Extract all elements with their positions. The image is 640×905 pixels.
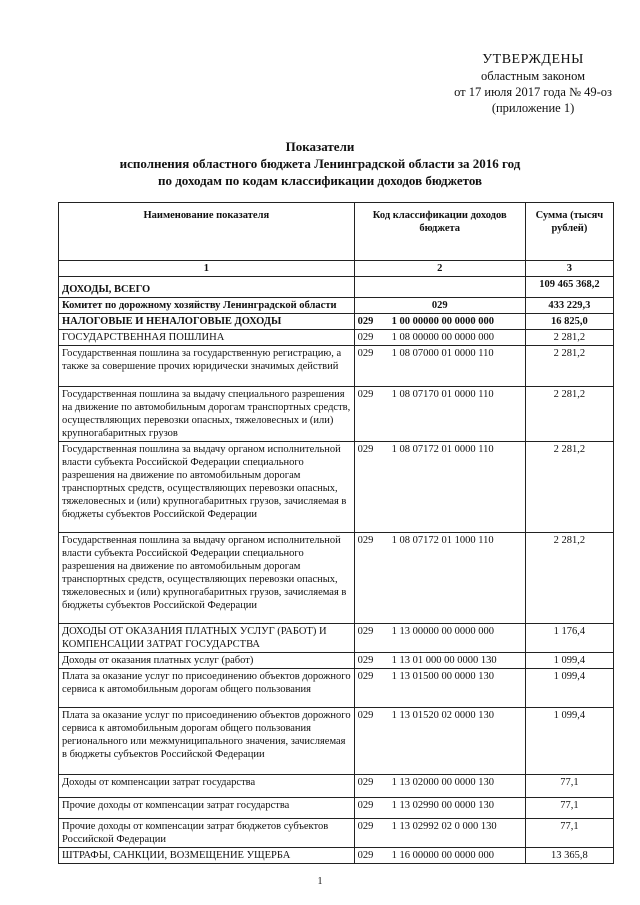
row-code (354, 848, 525, 864)
total-sum: 109 465 368,2 (525, 277, 613, 298)
row-sum: 2 281,2 (525, 387, 613, 442)
row-code (354, 387, 525, 442)
row-class-code: 1 13 02992 02 0 000 130 (391, 821, 497, 832)
row-code (354, 330, 525, 346)
row-class-code: 1 00 00000 00 0000 000 (391, 316, 495, 327)
row-name: Государственная пошлина за государственную регистрацию, а также за совершение прочих юридически значимых действий (59, 346, 355, 387)
row-sum: 13 365,8 (525, 848, 613, 864)
row-sum: 2 281,2 (525, 330, 613, 346)
table-row (59, 314, 614, 330)
row-class-code: 1 08 07170 01 0000 110 (391, 389, 494, 400)
committee-sum: 433 229,3 (525, 298, 613, 314)
row-class-code: 1 13 02000 00 0000 130 (391, 777, 495, 788)
column-number-row (59, 261, 614, 277)
table-row (59, 819, 614, 848)
page-number: 1 (317, 876, 323, 887)
approval-block (454, 52, 612, 116)
row-sum: 77,1 (525, 775, 613, 798)
title-line-2: исполнения областного бюджета Ленинградской области за 2016 год (119, 156, 521, 171)
total-row (59, 277, 614, 298)
row-name: НАЛОГОВЫЕ И НЕНАЛОГОВЫЕ ДОХОДЫ (59, 314, 355, 330)
row-class-code: 1 16 00000 00 0000 000 (391, 850, 495, 861)
row-code (354, 798, 525, 819)
table-row (59, 533, 614, 624)
row-code (354, 708, 525, 775)
row-sum: 1 099,4 (525, 708, 613, 775)
row-code (354, 314, 525, 330)
table-row (59, 387, 614, 442)
row-class-code: 1 13 01 000 00 0000 130 (391, 655, 497, 666)
committee-code: 029 (354, 298, 525, 314)
table-row (59, 775, 614, 798)
row-sum: 2 281,2 (525, 533, 613, 624)
row-admin-code: 029 (357, 389, 374, 400)
row-class-code: 1 08 07172 01 0000 110 (391, 444, 494, 455)
row-admin-code: 029 (357, 777, 374, 788)
row-admin-code: 029 (357, 671, 374, 682)
table-row (59, 330, 614, 346)
row-name: ДОХОДЫ ОТ ОКАЗАНИЯ ПЛАТНЫХ УСЛУГ (РАБОТ) И КОМПЕНСАЦИИ ЗАТРАТ ГОСУДАРСТВА (59, 624, 355, 653)
row-class-code: 1 13 00000 00 0000 000 (391, 626, 495, 637)
committee-row (59, 298, 614, 314)
row-admin-code: 029 (357, 535, 374, 546)
row-code (354, 442, 525, 533)
row-admin-code: 029 (357, 850, 374, 861)
header-sum: Сумма (тысяч рублей) (525, 203, 613, 261)
row-class-code: 1 08 00000 00 0000 000 (391, 332, 495, 343)
header-name: Наименование показателя (59, 203, 355, 261)
approval-appendix: (приложение 1) (491, 101, 575, 115)
row-code (354, 775, 525, 798)
row-code (354, 653, 525, 669)
row-code (354, 533, 525, 624)
row-admin-code: 029 (357, 821, 374, 832)
row-name: Прочие доходы от компенсации затрат бюджетов субъектов Российской Федерации (59, 819, 355, 848)
header-row (59, 203, 614, 261)
table-row (59, 708, 614, 775)
table-row (59, 798, 614, 819)
column-number-3: 3 (525, 261, 613, 277)
table-row (59, 669, 614, 708)
row-admin-code: 029 (357, 316, 374, 327)
row-sum: 1 176,4 (525, 624, 613, 653)
header-code: Код классификации доходов бюджета (354, 203, 525, 261)
row-class-code: 1 13 02990 00 0000 130 (391, 800, 495, 811)
row-sum: 77,1 (525, 819, 613, 848)
row-class-code: 1 08 07000 01 0000 110 (391, 348, 494, 359)
row-code (354, 624, 525, 653)
row-code (354, 669, 525, 708)
income-table (58, 202, 614, 864)
row-name: Доходы от оказания платных услуг (работ) (59, 653, 355, 669)
document-title (0, 138, 640, 189)
row-admin-code: 029 (357, 626, 374, 637)
total-code (354, 277, 525, 298)
row-class-code: 1 13 01520 02 0000 130 (391, 710, 495, 721)
table-row (59, 653, 614, 669)
table-row (59, 442, 614, 533)
row-name: ШТРАФЫ, САНКЦИИ, ВОЗМЕЩЕНИЕ УЩЕРБА (59, 848, 355, 864)
row-sum: 16 825,0 (525, 314, 613, 330)
row-name: Плата за оказание услуг по присоединению объектов дорожного сервиса к автомобильным дорогам общего пользования регионального или межмуниципального значения, зачисляемая в бюджеты субъектов Российской Федерации (59, 708, 355, 775)
row-sum: 1 099,4 (525, 669, 613, 708)
row-admin-code: 029 (357, 444, 374, 455)
title-line-1: Показатели (285, 139, 355, 154)
row-sum: 2 281,2 (525, 346, 613, 387)
row-admin-code: 029 (357, 800, 374, 811)
row-admin-code: 029 (357, 348, 374, 359)
row-sum: 1 099,4 (525, 653, 613, 669)
committee-name: Комитет по дорожному хозяйству Ленинградской области (59, 298, 355, 314)
row-code (354, 819, 525, 848)
table-row (59, 848, 614, 864)
row-name: Государственная пошлина за выдачу органом исполнительной власти субъекта Российской Федерации специального разрешения на движение по автомобильным дорогам транспортных средств, осуществляющих перевозки опасных, тяжеловесных и (или) крупногабаритных грузов, зачисляемая в бюджеты субъектов Российской Федерации (59, 442, 355, 533)
total-name: ДОХОДЫ, ВСЕГО (59, 277, 355, 298)
row-name: Прочие доходы от компенсации затрат государства (59, 798, 355, 819)
row-sum: 2 281,2 (525, 442, 613, 533)
approval-title: УТВЕРЖДЕНЫ (482, 52, 584, 67)
row-admin-code: 029 (357, 710, 374, 721)
row-name: Государственная пошлина за выдачу органом исполнительной власти субъекта Российской Федерации специального разрешения на движение по автомобильным дорогам транспортных средств, осуществляющих перевозки опасных, тяжеловесных и (или) крупногабаритных грузов, зачисляемая в бюджеты субъектов Российской Федерации (59, 533, 355, 624)
approval-date: от 17 июля 2017 года № 49-оз (454, 85, 612, 99)
title-line-3: по доходам по кодам классификации доходов бюджетов (157, 173, 483, 188)
row-sum: 77,1 (525, 798, 613, 819)
table-row (59, 624, 614, 653)
column-number-1: 1 (59, 261, 355, 277)
row-name: Плата за оказание услуг по присоединению объектов дорожного сервиса к автомобильным дорогам общего пользования (59, 669, 355, 708)
row-class-code: 1 13 01500 00 0000 130 (391, 671, 495, 682)
table-row (59, 346, 614, 387)
row-name: Государственная пошлина за выдачу специального разрешения на движение по автомобильным дорогам транспортных средств, осуществляющих перевозки опасных, тяжеловесных и (или) крупногабаритных грузов (59, 387, 355, 442)
row-name: Доходы от компенсации затрат государства (59, 775, 355, 798)
row-admin-code: 029 (357, 332, 374, 343)
row-admin-code: 029 (357, 655, 374, 666)
row-code (354, 346, 525, 387)
row-class-code: 1 08 07172 01 1000 110 (391, 535, 494, 546)
column-number-2: 2 (354, 261, 525, 277)
approval-law: областным законом (481, 69, 586, 83)
row-name: ГОСУДАРСТВЕННАЯ ПОШЛИНА (59, 330, 355, 346)
